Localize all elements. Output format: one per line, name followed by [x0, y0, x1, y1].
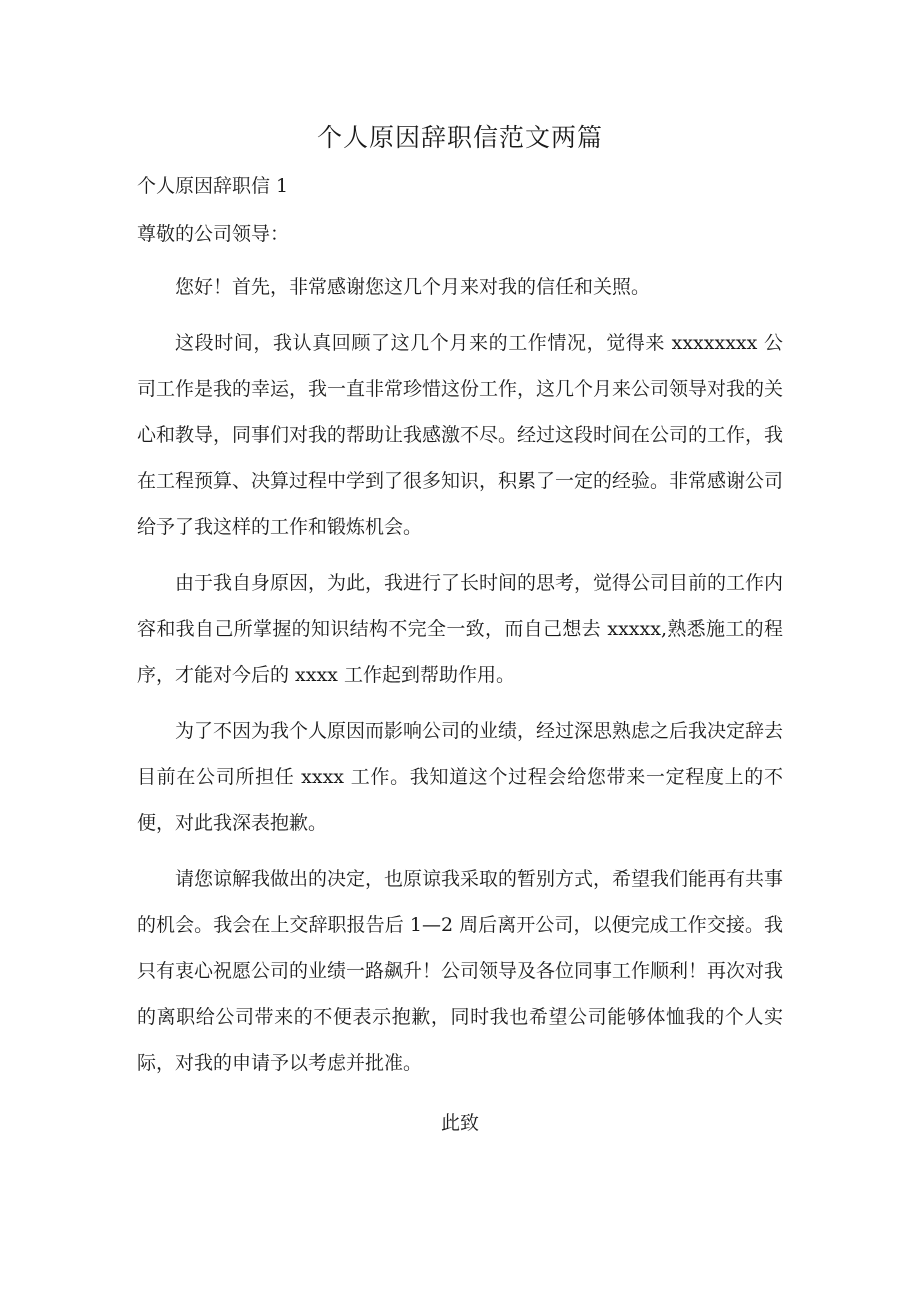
paragraph-greeting: 您好！首先，非常感谢您这几个月来对我的信任和关照。 [175, 276, 651, 298]
paragraph-request: 请您谅解我做出的决定，也原谅我采取的暂别方式，希望我们能再有共事的机会。我会在上交辞职报告后 1—2 周后离开公司，以便完成工作交接。我只有衷心祝愿公司的业绩一路飙升！公司领导及各位同事工作顺利！再次对我的离职给公司带来的不便表示抱歉，同时我也希望公司能够体恤我的个人实际，对我的申请予以考虑并批准。 [137, 868, 784, 1074]
paragraph-gratitude: 这段时间，我认真回顾了这几个月来的工作情况，觉得来 xxxxxxxx 公司工作是我的幸运，我一直非常珍惜这份工作，这几个月来公司领导对我的关心和教导，同事们对我的帮助让我感激不尽。经过这段时间在公司的工作，我在工程预算、决算过程中学到了很多知识，积累了一定的经验。非常感谢公司给予了我这样的工作和锻炼机会。 [137, 332, 784, 538]
section-heading: 个人原因辞职信 1 [137, 175, 289, 197]
salutation: 尊敬的公司领导： [137, 223, 290, 245]
closing-phrase: 此致 [440, 1112, 479, 1134]
document-title: 个人原因辞职信范文两篇 [316, 123, 603, 152]
paragraph-decision: 为了不因为我个人原因而影响公司的业绩，经过深思熟虑之后我决定辞去目前在公司所担任 xxxx 工作。我知道这个过程会给您带来一定程度上的不便，对此我深表抱歉。 [137, 720, 784, 834]
paragraph-reason: 由于我自身原因，为此，我进行了长时间的思考，觉得公司目前的工作内容和我自己所掌握的知识结构不完全一致，而自己想去 xxxxx,熟悉施工的程序，才能对今后的 xxxx 工作起到帮助作用。 [137, 572, 784, 686]
